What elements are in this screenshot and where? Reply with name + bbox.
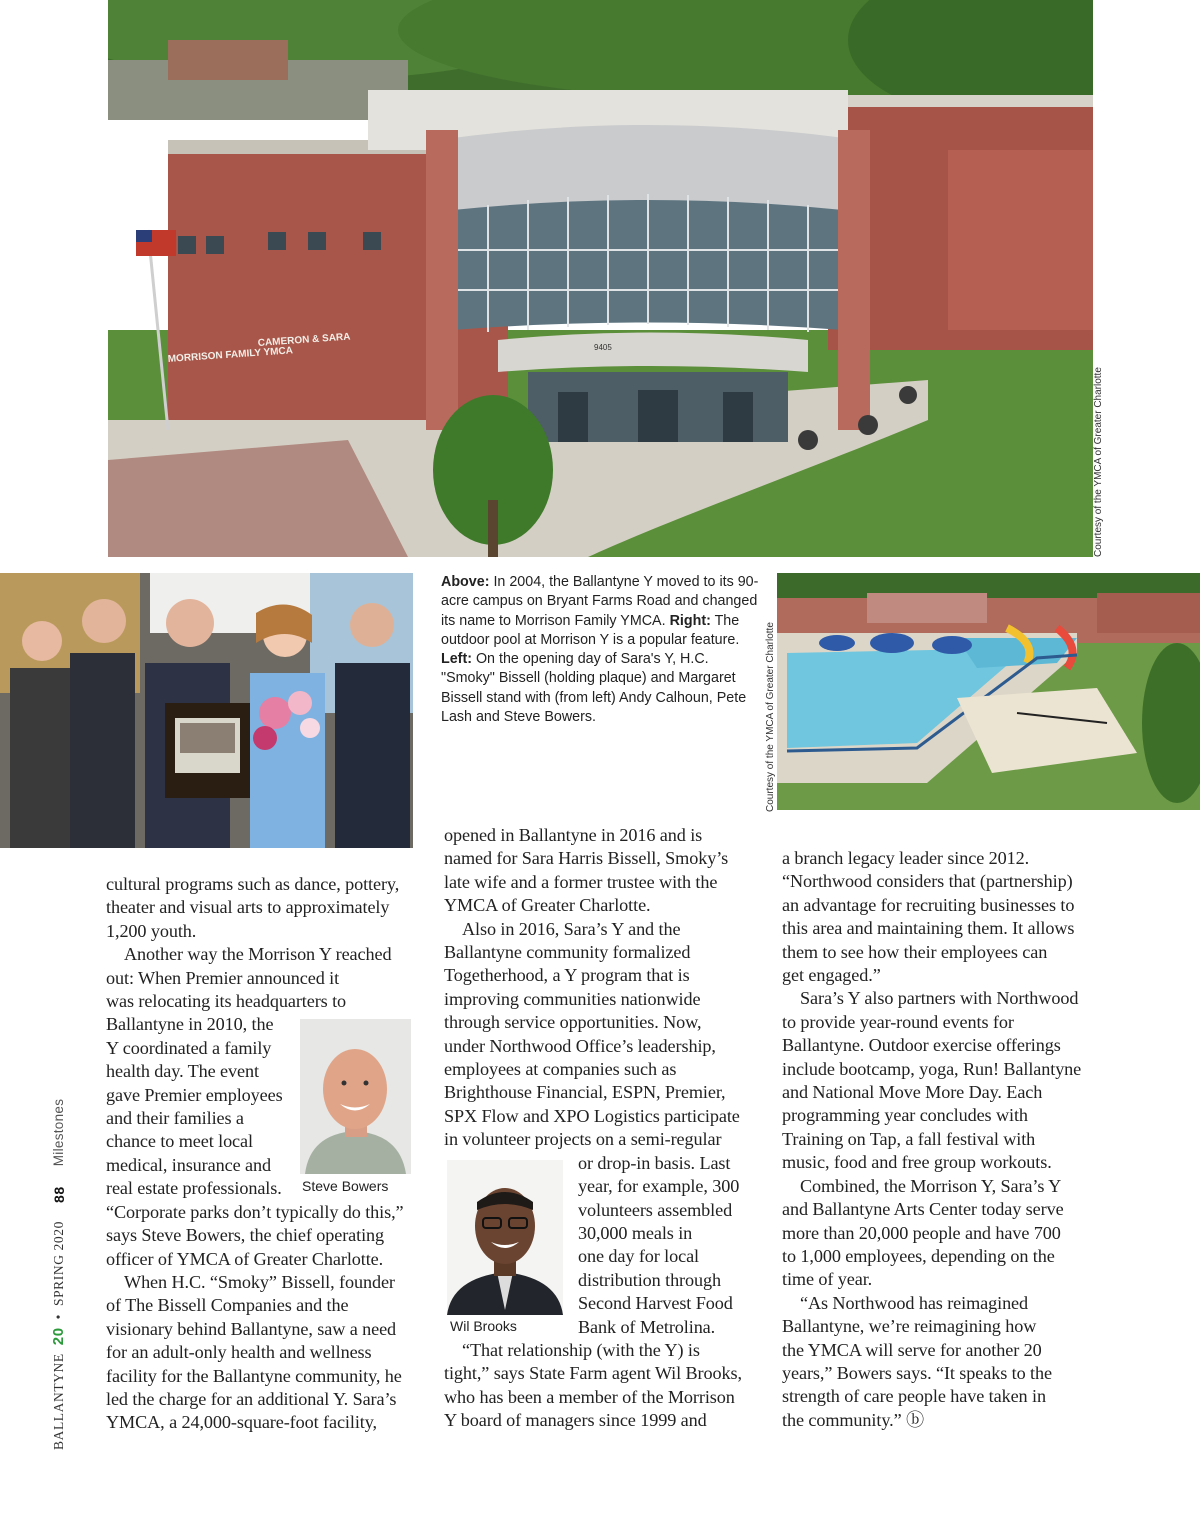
column2-line: distribution through <box>578 1269 721 1290</box>
column1-line: visionary behind Ballantyne, saw a need <box>106 1318 397 1339</box>
column2-line: “That relationship (with the Y) is <box>462 1339 700 1360</box>
column2-line: tight,” says State Farm agent Wil Brooks, <box>444 1363 742 1384</box>
column1-line: out: When Premier announced it <box>106 967 340 988</box>
caption-left-label: Left: <box>441 651 472 668</box>
section-name: Milestones <box>51 1098 66 1167</box>
column1-line: and their families a <box>106 1108 244 1129</box>
column1-line: real estate professionals. <box>106 1178 282 1199</box>
column1-line: 1,200 youth. <box>106 920 197 941</box>
column1-line: “Corporate parks don’t typically do this,” <box>106 1201 404 1222</box>
building-sign-line1: CAMERON & SARA <box>257 331 351 349</box>
column3-line: a branch legacy leader since 2012. <box>782 848 1030 868</box>
column3-line: include bootcamp, yoga, Run! Ballantyne <box>782 1058 1082 1079</box>
column2-line: Ballantyne community formalized <box>444 942 691 963</box>
column2-line: Togetherhood, a Y program that is <box>444 965 690 986</box>
column2-line: under Northwood Office’s leadership, <box>444 1035 716 1056</box>
column2-line: or drop-in basis. Last <box>578 1152 731 1173</box>
column3-line: them to see how their employees can <box>782 941 1048 962</box>
group-photo-opening-day <box>0 573 413 848</box>
column2-line: YMCA of Greater Charlotte. <box>444 895 651 916</box>
column2-line: Brighthouse Financial, ESPN, Premier, <box>444 1082 726 1103</box>
column3-line: programming year concludes with <box>782 1105 1028 1126</box>
column2-line: Also in 2016, Sara’s Y and the <box>462 918 681 939</box>
page-folio <box>50 1099 67 1450</box>
column2-line: SPX Flow and XPO Logistics participate <box>444 1105 740 1126</box>
folio-issue: SPRING 2020 <box>50 1221 66 1307</box>
folio-brand-mark: 20 <box>50 1327 67 1346</box>
column1-line: led the charge for an additional Y. Sara’s <box>106 1388 397 1409</box>
column2-line: improving communities nationwide <box>444 988 701 1009</box>
photo-caption <box>441 573 761 727</box>
column2-line: Y board of managers since 1999 and <box>444 1410 707 1431</box>
steve-bowers-portrait <box>300 1019 411 1174</box>
column3-line: to provide year-round events for <box>782 1011 1014 1032</box>
column3-line: and Ballantyne Arts Center today serve <box>782 1199 1064 1220</box>
column1-line: says Steve Bowers, the chief operating <box>106 1225 385 1246</box>
column1-line: chance to meet local <box>106 1131 253 1152</box>
column3-line: Training on Tap, a fall festival with <box>782 1128 1036 1149</box>
article-column-2 <box>444 824 756 1433</box>
column3-line: the community.” ⓑ <box>782 1409 925 1430</box>
column3-line: get engaged.” <box>782 965 881 986</box>
column2-line: year, for example, 300 <box>578 1176 740 1197</box>
caption-above-text: In 2004, the Ballantyne Y moved to its 90-acre campus on Bryant Farms Road and changed its name to Morrison Family YMCA. <box>441 574 759 629</box>
column2-line: opened in Ballantyne in 2016 and is <box>444 825 703 845</box>
column1-line: cultural programs such as dance, pottery, <box>106 874 400 894</box>
hero-photo-morrison-ymca <box>108 0 1093 557</box>
caption-right-label: Right: <box>669 612 711 629</box>
column1-line: Another way the Morrison Y reached <box>124 944 392 965</box>
column3-line: and National Move More Day. Each <box>782 1082 1043 1103</box>
column1-line: theater and visual arts to approximately <box>106 897 390 918</box>
caption-right-text: The outdoor pool at Morrison Y is a popular feature. <box>441 612 740 648</box>
steve-bowers-label: Steve Bowers <box>302 1178 389 1194</box>
column3-line: “Northwood considers that (partnership) <box>782 871 1073 892</box>
pool-photo-credit: Courtesy of the YMCA of Greater Charlotte <box>765 622 776 812</box>
column3-line: more than 20,000 people and have 700 <box>782 1222 1061 1243</box>
page-number: 88 <box>50 1186 67 1204</box>
folio-separator: • <box>50 1314 66 1320</box>
column2-line: Second Harvest Food <box>578 1293 733 1314</box>
column1-line: Y coordinated a family <box>106 1037 272 1058</box>
column1-line: medical, insurance and <box>106 1154 271 1175</box>
caption-left-text: On the opening day of Sara's Y, H.C. "Smoky" Bissell (holding plaque) and Margaret Bissell stand with (from left) Andy Calhoun, Pete Lash and Steve Bowers. <box>441 651 747 726</box>
column3-line: music, food and free group workouts. <box>782 1152 1052 1173</box>
column1-line: Ballantyne in 2010, the <box>106 1014 274 1035</box>
column3-line: Ballantyne. Outdoor exercise offerings <box>782 1035 1061 1056</box>
column1-line: was relocating its headquarters to <box>106 991 347 1012</box>
column3-line: Sara’s Y also partners with Northwood <box>800 988 1079 1009</box>
column1-line: When H.C. “Smoky” Bissell, founder <box>124 1271 395 1292</box>
column2-line: named for Sara Harris Bissell, Smoky’s <box>444 848 729 869</box>
column2-line: Bank of Metrolina. <box>578 1316 716 1337</box>
folio-brand: BALLANTYNE <box>50 1353 66 1450</box>
pool-photo-outdoor <box>777 573 1200 810</box>
article-column-3 <box>782 847 1097 1432</box>
column1-line: YMCA, a 24,000-square-foot facility, <box>106 1412 377 1433</box>
column3-line: this area and maintaining them. It allows <box>782 918 1075 939</box>
column1-line: of The Bissell Companies and the <box>106 1295 349 1316</box>
column3-line: years,” Bowers says. “It speaks to the <box>782 1362 1052 1383</box>
column2-line: in volunteer projects on a semi-regular <box>444 1129 722 1150</box>
column2-line: one day for local <box>578 1246 700 1267</box>
column1-line: officer of YMCA of Greater Charlotte. <box>106 1248 384 1269</box>
caption-above-label: Above: <box>441 574 490 590</box>
column1-line: health day. The event <box>106 1061 259 1082</box>
column2-line: who has been a member of the Morrison <box>444 1386 735 1407</box>
column3-line: strength of care people have taken in <box>782 1386 1046 1407</box>
column3-line: the YMCA will serve for another 20 <box>782 1339 1042 1360</box>
column3-line: Ballantyne, we’re reimagining how <box>782 1316 1037 1337</box>
column1-line: gave Premier employees <box>106 1084 283 1105</box>
wil-brooks-label: Wil Brooks <box>450 1318 517 1334</box>
column2-line: through service opportunities. Now, <box>444 1012 702 1033</box>
column2-line: 30,000 meals in <box>578 1222 693 1243</box>
column3-line: “As Northwood has reimagined <box>800 1292 1029 1313</box>
column3-line: time of year. <box>782 1269 873 1290</box>
column3-line: to 1,000 employees, depending on the <box>782 1245 1055 1266</box>
column3-line: an advantage for recruiting businesses to <box>782 894 1075 915</box>
column2-line: volunteers assembled <box>578 1199 733 1220</box>
column2-line: employees at companies such as <box>444 1059 677 1080</box>
building-sign-line2: MORRISON FAMILY YMCA <box>167 345 294 365</box>
building-address-number: 9405 <box>594 343 612 352</box>
wil-brooks-portrait <box>447 1160 563 1315</box>
hero-photo-credit: Courtesy of the YMCA of Greater Charlotte <box>1093 367 1104 557</box>
column1-line: for an adult-only health and wellness <box>106 1342 372 1363</box>
column3-line: Combined, the Morrison Y, Sara’s Y <box>800 1175 1062 1196</box>
column2-line: late wife and a former trustee with the <box>444 871 718 892</box>
column1-line: facility for the Ballantyne community, he <box>106 1365 402 1386</box>
